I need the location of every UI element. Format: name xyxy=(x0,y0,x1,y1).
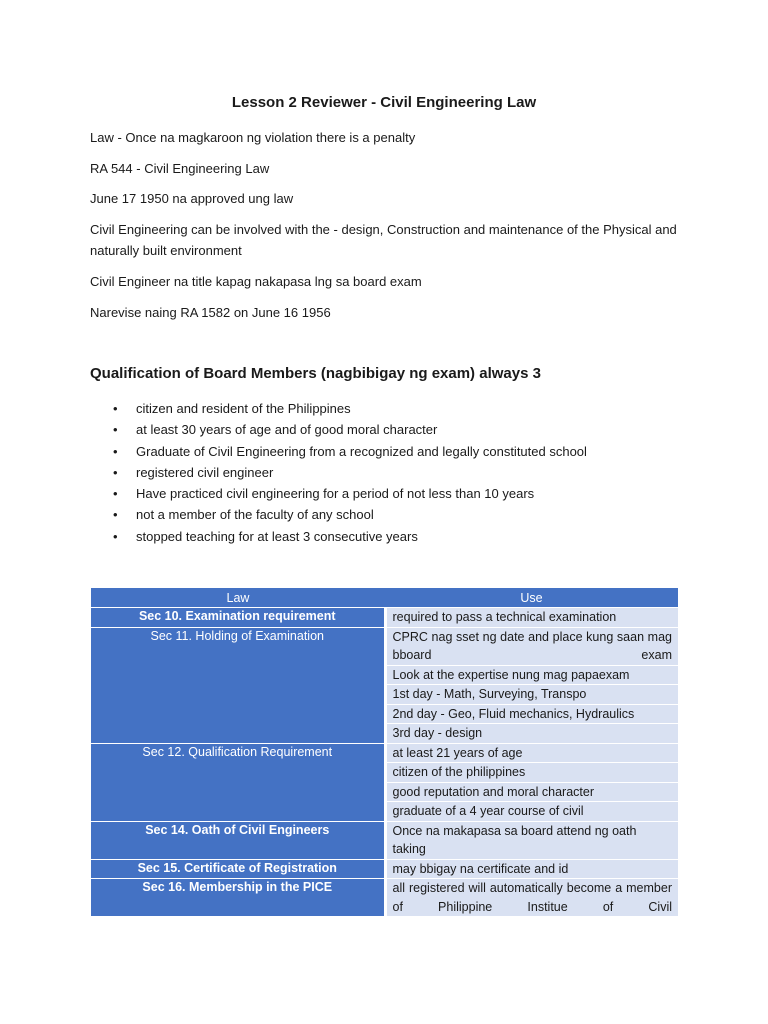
use-cell: 3rd day - design xyxy=(385,724,678,744)
table-row xyxy=(91,608,678,628)
use-cell: graduate of a 4 year course of civil xyxy=(385,802,678,822)
bullet-icon: • xyxy=(113,464,118,480)
law-cell-sec12: Sec 12. Qualification Requirement xyxy=(91,743,385,821)
use-cell: Look at the expertise nung mag papaexam xyxy=(385,665,678,685)
bullet-icon: • xyxy=(113,486,118,502)
table-row xyxy=(91,821,678,859)
bullet-icon: • xyxy=(113,422,118,438)
table-header-row xyxy=(91,588,678,608)
table-row xyxy=(91,627,678,665)
bullet-icon: • xyxy=(113,443,118,459)
law-cell-sec11: Sec 11. Holding of Examination xyxy=(91,627,385,743)
bullet-icon: • xyxy=(113,401,118,416)
law-cell-sec16: Sec 16. Membership in the PICE xyxy=(91,879,385,917)
bullet-icon: • xyxy=(113,507,118,523)
qualifications-heading: Qualification of Board Members (nagbibigay ng exam) always 3 xyxy=(90,365,541,382)
paragraph-revision: Narevise naing RA 1582 on June 16 1956 xyxy=(90,305,331,320)
paragraph-approval-date: June 17 1950 na approved ung law xyxy=(90,191,294,206)
use-cell: at least 21 years of age xyxy=(385,743,678,763)
paragraph-law-definition: Law - Once na magkaroon ng violation there is a penalty xyxy=(90,130,416,145)
list-item: • Graduate of Civil Engineering from a recognized and legally constituted school xyxy=(90,441,690,462)
list-item: • registered civil engineer xyxy=(90,462,690,483)
paragraph-civil-engineering-scope: Civil Engineering can be involved with the - design, Construction and maintenance of the Physical and naturally built environment xyxy=(90,222,677,258)
use-cell: 1st day - Math, Surveying, Transpo xyxy=(385,685,678,705)
paragraph-civil-engineer-title: Civil Engineer na title kapag nakapasa lng sa board exam xyxy=(90,274,422,289)
list-item: • not a member of the faculty of any school xyxy=(90,504,690,525)
paragraph-ra544: RA 544 - Civil Engineering Law xyxy=(90,161,270,176)
use-cell: good reputation and moral character xyxy=(385,782,678,802)
use-cell: required to pass a technical examination xyxy=(385,608,678,628)
use-cell: 2nd day - Geo, Fluid mechanics, Hydraulics xyxy=(385,704,678,724)
law-use-table xyxy=(91,588,678,917)
use-cell: citizen of the philippines xyxy=(385,763,678,783)
column-header-law: Law xyxy=(91,588,385,608)
qualifications-list xyxy=(90,398,690,547)
bullet-icon: • xyxy=(113,528,118,544)
use-cell: may bbigay na certificate and id xyxy=(385,859,678,879)
list-item: • at least 30 years of age and of good moral character xyxy=(90,419,690,440)
list-item: • stopped teaching for at least 3 consecutive years xyxy=(90,526,690,547)
table-row xyxy=(91,743,678,763)
list-item: • Have practiced civil engineering for a period of not less than 10 years xyxy=(90,483,690,504)
law-cell-sec15: Sec 15. Certificate of Registration xyxy=(91,859,385,879)
document-title: Lesson 2 Reviewer - Civil Engineering Law xyxy=(231,94,537,111)
use-cell: CPRC nag sset ng date and place kung saan mag bboard exam xyxy=(385,627,678,665)
use-cell: Once na makapasa sa board attend ng oath taking xyxy=(385,821,678,859)
law-cell-sec10: Sec 10. Examination requirement xyxy=(91,608,385,628)
law-cell-sec14: Sec 14. Oath of Civil Engineers xyxy=(91,821,385,859)
list-item: • citizen and resident of the Philippines xyxy=(90,398,690,419)
table-row xyxy=(91,879,678,917)
column-header-use: Use xyxy=(385,588,678,608)
table-row xyxy=(91,859,678,879)
use-cell: all registered will automatically become a member of Philippine Institue of Civil xyxy=(385,879,678,917)
